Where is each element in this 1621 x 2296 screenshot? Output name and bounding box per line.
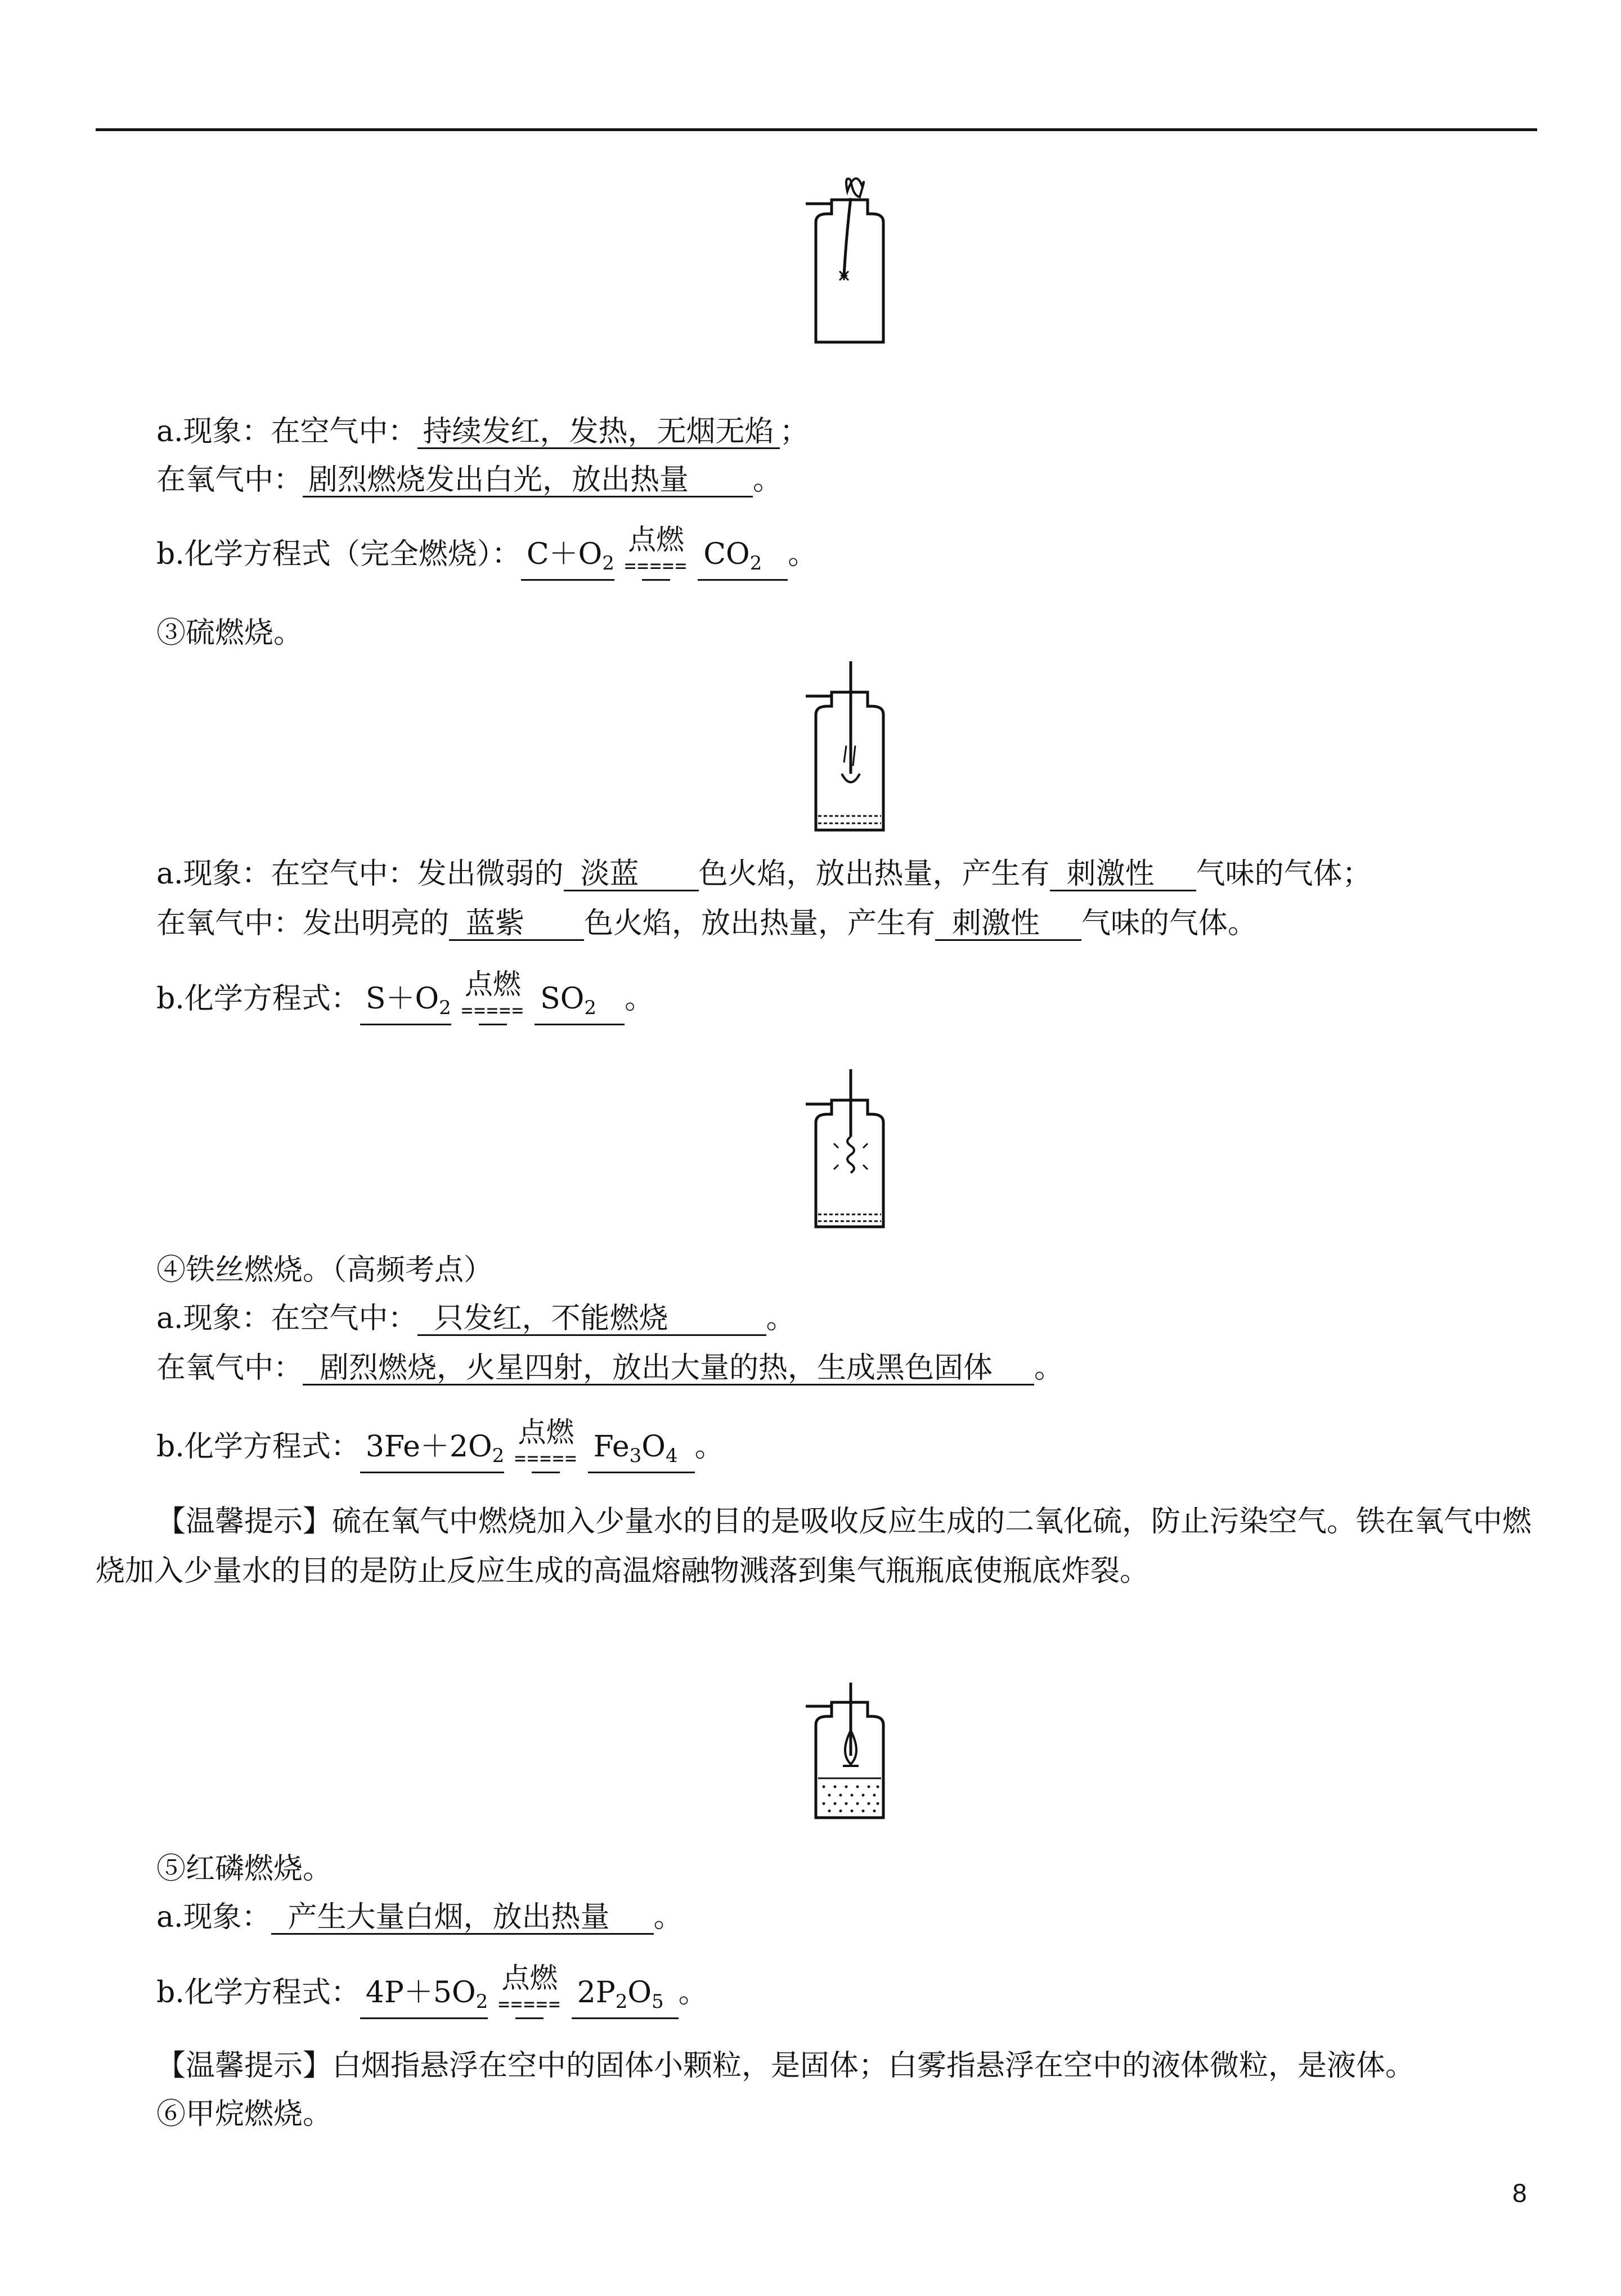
sulfur-phenomenon-oxygen xyxy=(156,904,1257,943)
subscript: 2 xyxy=(615,1990,628,2013)
formula: C＋O xyxy=(526,537,603,571)
label: 在氧气中： xyxy=(156,463,303,497)
charcoal-combustion-figure xyxy=(799,169,900,349)
carbon-phenomenon-oxygen xyxy=(156,460,782,500)
punct: 。 xyxy=(653,1900,683,1934)
sulfur-title: ③硫燃烧。 xyxy=(156,616,303,650)
formula: 3Fe＋2O xyxy=(365,1430,492,1464)
punct: 。 xyxy=(753,463,783,497)
page-number: 8 xyxy=(1512,2178,1527,2208)
text: 在氧气中：发出明亮的 xyxy=(156,907,450,940)
subscript: 4 xyxy=(665,1445,678,1467)
equation-rhs xyxy=(698,539,788,581)
punct: 。 xyxy=(694,1430,724,1464)
equation-lhs xyxy=(360,1431,504,1473)
label: a.现象： xyxy=(156,1900,271,1934)
label: b.化学方程式： xyxy=(156,1976,360,2010)
formula: O xyxy=(641,1430,666,1464)
phosphorus-equation xyxy=(156,1962,708,2019)
subscript: 2 xyxy=(439,997,451,1019)
subscript: 2 xyxy=(602,552,614,575)
iron-equation xyxy=(156,1416,724,1473)
text: 气味的气体； xyxy=(1196,857,1372,891)
text: 色火焰，放出热量，产生有 xyxy=(584,907,936,940)
formula: 4P＋5O xyxy=(365,1976,476,2010)
carbon-phenomenon-air xyxy=(156,412,809,451)
formula: SO xyxy=(540,982,585,1016)
sulfur-combustion-figure xyxy=(799,661,900,841)
carbon-equation xyxy=(156,523,818,581)
answer-blank: 蓝紫 xyxy=(449,908,584,941)
equation-lhs xyxy=(360,983,451,1025)
reaction-condition: 点燃 xyxy=(501,1962,558,1994)
answer-blank: 剧烈燃烧发出白光，放出热量 xyxy=(303,464,753,497)
punct: ； xyxy=(779,415,809,449)
iron-combustion-figure xyxy=(799,1069,900,1238)
reaction-condition: 点燃 xyxy=(628,523,685,556)
equals-sign: ===== xyxy=(498,1993,562,2016)
reaction-condition: 点燃 xyxy=(464,968,521,1001)
formula: O xyxy=(627,1976,652,2010)
answer-blank: 产生大量白烟，放出热量 xyxy=(271,1902,654,1935)
text: 气味的气体。 xyxy=(1081,907,1258,940)
tip-label: 【温馨提示】 xyxy=(156,1505,333,1539)
punct: 。 xyxy=(788,537,818,571)
equals-sign: ===== xyxy=(461,999,525,1022)
reaction-arrow xyxy=(514,1416,578,1473)
tip-text: 硫在氧气中燃烧加入少量水的目的是吸收反应生成的二氧化硫，防止污染空气。铁在氧气中燃烧加入少量水的目的是防止反应生成的高温熔融物溅落到集气瓶瓶底使瓶底炸裂。 xyxy=(96,1505,1532,1588)
phosphorus-combustion-figure xyxy=(799,1683,900,1829)
sulfur-phenomenon-air xyxy=(156,854,1372,894)
punct: 。 xyxy=(625,982,654,1016)
label: b.化学方程式（完全燃烧）： xyxy=(156,537,521,571)
equals-tail xyxy=(532,1472,560,1473)
answer-blank: 只发红，不能燃烧 xyxy=(417,1303,766,1336)
methane-title: ⑥甲烷燃烧。 xyxy=(156,2097,333,2131)
answer-blank: 刺激性 xyxy=(935,908,1081,941)
label: b.化学方程式： xyxy=(156,1430,360,1464)
tip-sulfur-iron xyxy=(96,1497,1537,1596)
equals-sign: ===== xyxy=(624,555,688,577)
formula: S＋O xyxy=(365,982,439,1016)
subscript: 2 xyxy=(475,1990,488,2013)
equals-tail xyxy=(515,2017,544,2019)
answer-blank: 淡蓝 xyxy=(564,858,699,891)
phosphorus-phenomenon xyxy=(156,1898,683,1937)
answer-blank: 持续发红，发热，无烟无焰 xyxy=(417,416,780,449)
subscript: 2 xyxy=(749,552,762,575)
header-rule xyxy=(96,128,1537,131)
label: 在氧气中： xyxy=(156,1351,303,1385)
formula: CO xyxy=(703,537,750,571)
text: a.现象：在空气中：发出微弱的 xyxy=(156,857,564,891)
tip-text: 白烟指悬浮在空中的固体小颗粒，是固体；白雾指悬浮在空中的液体微粒，是液体。 xyxy=(332,2049,1415,2083)
label: a.现象：在空气中： xyxy=(156,1302,417,1335)
punct: 。 xyxy=(1034,1351,1064,1385)
sulfur-equation xyxy=(156,968,654,1025)
equation-rhs xyxy=(535,983,625,1025)
reaction-arrow xyxy=(624,523,688,581)
equals-sign: ===== xyxy=(514,1447,578,1470)
iron-title: ④铁丝燃烧。（高频考点） xyxy=(156,1253,493,1287)
subscript: 3 xyxy=(629,1445,642,1467)
punct: 。 xyxy=(766,1302,796,1335)
reaction-arrow xyxy=(461,968,525,1025)
subscript: 2 xyxy=(584,997,596,1019)
equation-lhs xyxy=(521,539,614,581)
equation-lhs xyxy=(360,1977,488,2019)
reaction-arrow xyxy=(498,1962,562,2019)
label: a.现象：在空气中： xyxy=(156,415,417,449)
tip-label: 【温馨提示】 xyxy=(156,2049,333,2083)
phosphorus-title: ⑤红磷燃烧。 xyxy=(156,1852,333,1886)
label: b.化学方程式： xyxy=(156,982,360,1016)
subscript: 5 xyxy=(651,1990,664,2013)
answer-blank: 刺激性 xyxy=(1050,858,1196,891)
iron-phenomenon-oxygen xyxy=(156,1348,1063,1388)
reaction-condition: 点燃 xyxy=(518,1416,574,1449)
formula: 2P xyxy=(577,1976,616,2010)
tip-smoke-fog xyxy=(156,2046,1415,2086)
text: 色火焰，放出热量，产生有 xyxy=(698,857,1050,891)
answer-blank: 剧烈燃烧，火星四射，放出大量的热，生成黑色固体 xyxy=(303,1352,1034,1385)
iron-phenomenon-air xyxy=(156,1299,796,1338)
subscript: 2 xyxy=(492,1445,505,1467)
equals-tail xyxy=(642,579,670,581)
formula: Fe xyxy=(593,1430,630,1464)
equation-rhs xyxy=(588,1431,695,1473)
equals-tail xyxy=(479,1024,507,1025)
punct: 。 xyxy=(678,1976,708,2010)
equation-rhs xyxy=(572,1977,679,2019)
